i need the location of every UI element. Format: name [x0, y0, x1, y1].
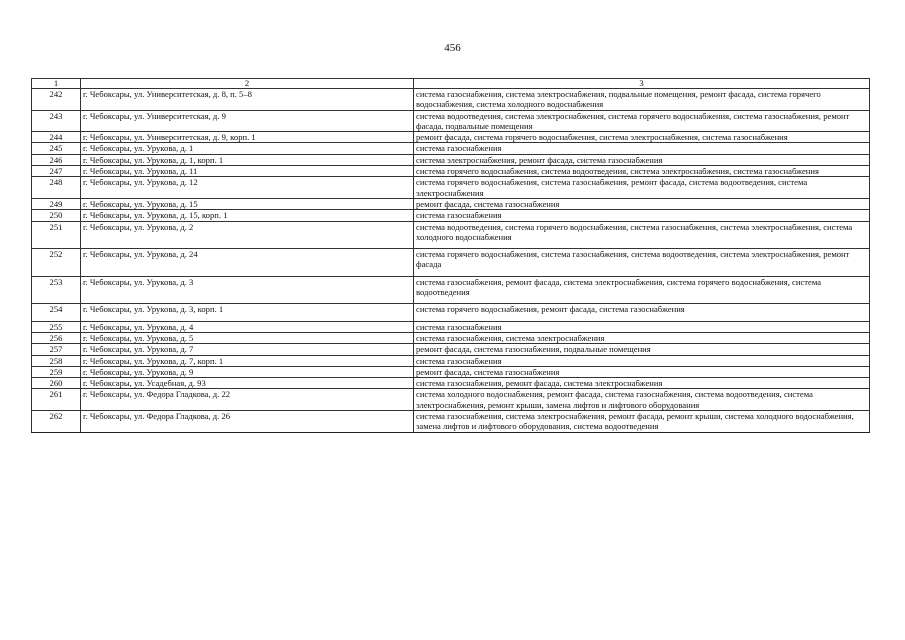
row-number-cell: 260 — [32, 378, 81, 389]
row-works-cell: система водоотведения, система электроснабжения, система горячего водоснабжения, система газоснабжения, ремонт фасада, подвальные помещения — [414, 110, 870, 132]
row-number-cell: 262 — [32, 411, 81, 433]
table-row — [32, 411, 870, 433]
row-works-cell: система горячего водоснабжения, система газоснабжения, система водоотведения, система электроснабжения, ремонт фасада — [414, 249, 870, 277]
row-works-cell: система холодного водоснабжения, ремонт фасада, система газоснабжения, система водоотведения, система электроснабжения, ремонт крыши, замена лифтов и лифтового оборудования — [414, 389, 870, 411]
row-works-cell: система газоснабжения, система электроснабжения, ремонт фасада, ремонт крыши, система холодного водоснабжения, замена лифтов и лифтового оборудования, система водоотведения — [414, 411, 870, 433]
table-row — [32, 321, 870, 332]
row-address-cell: г. Чебоксары, ул. Урукова, д. 11 — [81, 166, 414, 177]
table-header-row — [32, 79, 870, 89]
row-number-cell: 261 — [32, 389, 81, 411]
row-works-cell: ремонт фасада, система газоснабжения — [414, 198, 870, 209]
table-row — [32, 89, 870, 111]
row-works-cell: система газоснабжения, система электроснабжения — [414, 332, 870, 343]
table-row — [32, 304, 870, 321]
row-works-cell: ремонт фасада, система газоснабжения, подвальные помещения — [414, 344, 870, 355]
row-address-cell: г. Чебоксары, ул. Урукова, д. 4 — [81, 321, 414, 332]
table-row — [32, 221, 870, 249]
table-row — [32, 355, 870, 366]
table-row — [32, 110, 870, 132]
column-header-address: 2 — [81, 79, 414, 89]
row-works-cell: ремонт фасада, система газоснабжения — [414, 366, 870, 377]
row-works-cell: система газоснабжения — [414, 210, 870, 221]
table-row — [32, 143, 870, 154]
table-row — [32, 249, 870, 277]
row-number-cell: 254 — [32, 304, 81, 321]
row-address-cell: г. Чебоксары, ул. Университетская, д. 9 — [81, 110, 414, 132]
table-row — [32, 198, 870, 209]
row-number-cell: 259 — [32, 366, 81, 377]
row-works-cell: система газоснабжения, ремонт фасада, система электроснабжения — [414, 378, 870, 389]
row-number-cell: 255 — [32, 321, 81, 332]
table-row — [32, 389, 870, 411]
row-address-cell: г. Чебоксары, ул. Урукова, д. 9 — [81, 366, 414, 377]
row-address-cell: г. Чебоксары, ул. Университетская, д. 8, п. 5–8 — [81, 89, 414, 111]
table-row — [32, 344, 870, 355]
row-number-cell: 244 — [32, 132, 81, 143]
row-address-cell: г. Чебоксары, ул. Урукова, д. 3, корп. 1 — [81, 304, 414, 321]
row-works-cell: ремонт фасада, система горячего водоснабжения, система электроснабжения, система газоснабжения — [414, 132, 870, 143]
row-address-cell: г. Чебоксары, ул. Урукова, д. 7 — [81, 344, 414, 355]
row-works-cell: система горячего водоснабжения, ремонт фасада, система газоснабжения — [414, 304, 870, 321]
row-works-cell: система водоотведения, система горячего водоснабжения, система газоснабжения, система электроснабжения, система холодного водоснабжения — [414, 221, 870, 249]
row-address-cell: г. Чебоксары, ул. Урукова, д. 3 — [81, 276, 414, 304]
column-header-works: 3 — [414, 79, 870, 89]
row-address-cell: г. Чебоксары, ул. Урукова, д. 1, корп. 1 — [81, 154, 414, 165]
table-body — [32, 89, 870, 433]
row-number-cell: 256 — [32, 332, 81, 343]
page-number: 456 — [444, 42, 461, 54]
row-number-cell: 242 — [32, 89, 81, 111]
row-address-cell: г. Чебоксары, ул. Урукова, д. 24 — [81, 249, 414, 277]
row-number-cell: 245 — [32, 143, 81, 154]
row-address-cell: г. Чебоксары, ул. Урукова, д. 5 — [81, 332, 414, 343]
row-number-cell: 253 — [32, 276, 81, 304]
table-row — [32, 166, 870, 177]
row-works-cell: система газоснабжения — [414, 143, 870, 154]
row-address-cell: г. Чебоксары, ул. Урукова, д. 15 — [81, 198, 414, 209]
row-address-cell: г. Чебоксары, ул. Урукова, д. 15, корп. 1 — [81, 210, 414, 221]
table-row — [32, 276, 870, 304]
table-row — [32, 332, 870, 343]
row-number-cell: 252 — [32, 249, 81, 277]
row-works-cell: система газоснабжения, система электроснабжения, подвальные помещения, ремонт фасада, система горячего водоснабжения, система холодного водоснабжения — [414, 89, 870, 111]
row-address-cell: г. Чебоксары, ул. Урукова, д. 1 — [81, 143, 414, 154]
row-works-cell: система газоснабжения — [414, 355, 870, 366]
row-works-cell: система горячего водоснабжения, система водоотведения, система электроснабжения, система газоснабжения — [414, 166, 870, 177]
row-address-cell: г. Чебоксары, ул. Урукова, д. 2 — [81, 221, 414, 249]
row-number-cell: 246 — [32, 154, 81, 165]
row-address-cell: г. Чебоксары, ул. Усадебная, д. 93 — [81, 378, 414, 389]
table-row — [32, 378, 870, 389]
row-address-cell: г. Чебоксары, ул. Урукова, д. 12 — [81, 177, 414, 199]
row-number-cell: 248 — [32, 177, 81, 199]
row-address-cell: г. Чебоксары, ул. Федора Гладкова, д. 22 — [81, 389, 414, 411]
column-header-number: 1 — [32, 79, 81, 89]
table-row — [32, 132, 870, 143]
row-number-cell: 257 — [32, 344, 81, 355]
row-works-cell: система горячего водоснабжения, система газоснабжения, ремонт фасада, система водоотведения, система электроснабжения — [414, 177, 870, 199]
row-address-cell: г. Чебоксары, ул. Университетская, д. 9, корп. 1 — [81, 132, 414, 143]
row-works-cell: система электроснабжения, ремонт фасада, система газоснабжения — [414, 154, 870, 165]
row-address-cell: г. Чебоксары, ул. Урукова, д. 7, корп. 1 — [81, 355, 414, 366]
registry-table — [31, 78, 870, 433]
row-number-cell: 249 — [32, 198, 81, 209]
row-number-cell: 250 — [32, 210, 81, 221]
table-row — [32, 154, 870, 165]
row-address-cell: г. Чебоксары, ул. Федора Гладкова, д. 26 — [81, 411, 414, 433]
row-number-cell: 247 — [32, 166, 81, 177]
row-number-cell: 258 — [32, 355, 81, 366]
row-works-cell: система газоснабжения — [414, 321, 870, 332]
row-number-cell: 251 — [32, 221, 81, 249]
row-works-cell: система газоснабжения, ремонт фасада, система электроснабжения, система горячего водоснабжения, система водоотведения — [414, 276, 870, 304]
row-number-cell: 243 — [32, 110, 81, 132]
table-row — [32, 366, 870, 377]
table-row — [32, 210, 870, 221]
table-row — [32, 177, 870, 199]
